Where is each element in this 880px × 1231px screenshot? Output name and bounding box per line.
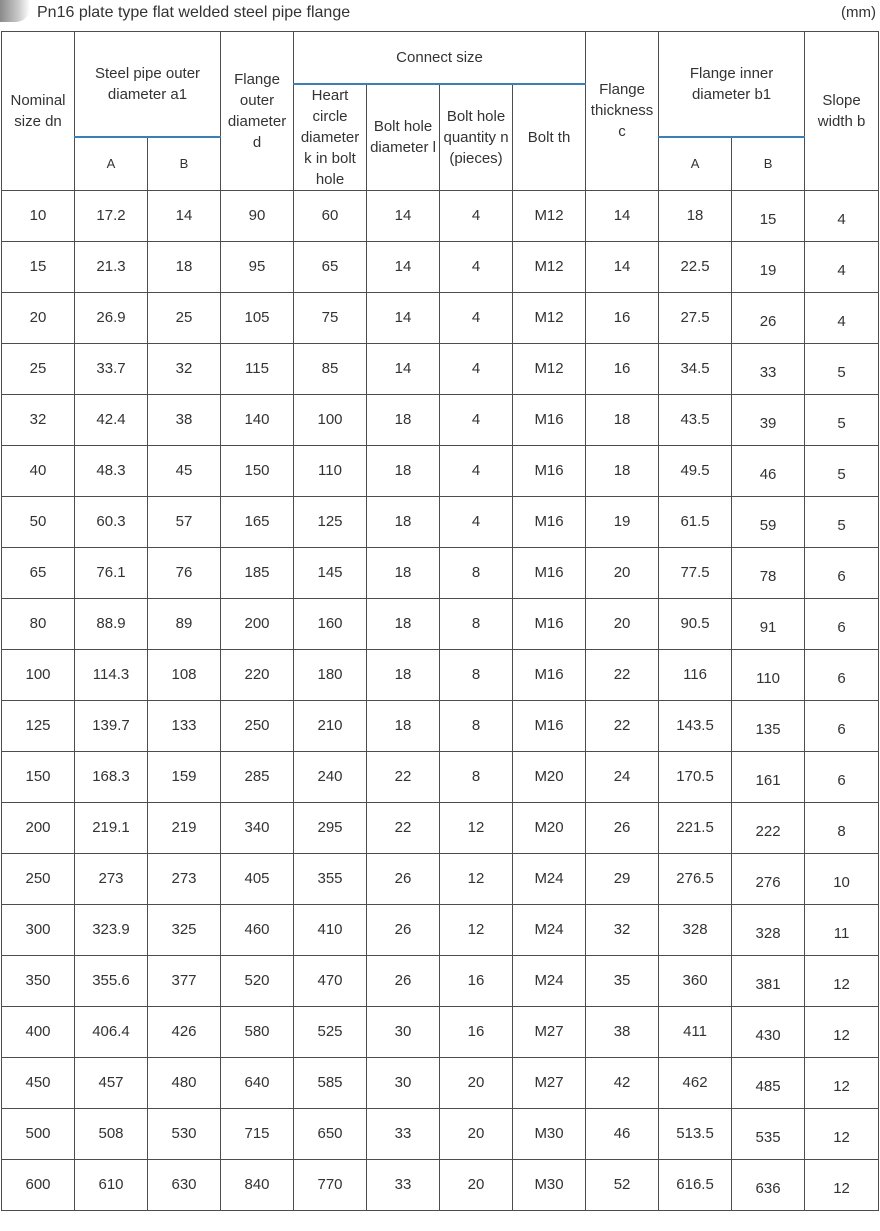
- cell-pipe-od-a: 139.7: [75, 700, 148, 751]
- cell-bolt-circle: 125: [294, 496, 367, 547]
- cell-flange-od: 715: [221, 1108, 294, 1159]
- table-row: [2, 1057, 879, 1108]
- cell-bolt-size: M16: [513, 547, 586, 598]
- cell-bolt-hole-dia: 18: [367, 496, 440, 547]
- cell-bolt-size: M24: [513, 904, 586, 955]
- cell-pipe-od-a: 273: [75, 853, 148, 904]
- title-bar: [0, 0, 880, 30]
- cell-thickness: 32: [586, 904, 659, 955]
- cell-nominal-size: 20: [2, 292, 75, 343]
- cell-pipe-od-a: 610: [75, 1159, 148, 1210]
- cell-inner-dia-b: 430: [732, 1006, 805, 1057]
- cell-inner-dia-a: 276.5: [659, 853, 732, 904]
- table-row: [2, 751, 879, 802]
- cell-inner-dia-b: 19: [732, 241, 805, 292]
- table-row: [2, 649, 879, 700]
- cell-bolt-hole-dia: 18: [367, 445, 440, 496]
- table-row: [2, 802, 879, 853]
- title-decoration: [0, 0, 30, 22]
- cell-flange-od: 115: [221, 343, 294, 394]
- cell-nominal-size: 65: [2, 547, 75, 598]
- header-pipe-series-b: B: [148, 137, 221, 190]
- cell-nominal-size: 300: [2, 904, 75, 955]
- cell-pipe-od-a: 42.4: [75, 394, 148, 445]
- cell-inner-dia-b: 636: [732, 1159, 805, 1210]
- cell-slope-width: 12: [805, 1006, 879, 1057]
- cell-bolt-count: 16: [440, 1006, 513, 1057]
- cell-inner-dia-b: 110: [732, 649, 805, 700]
- cell-pipe-od-b: 76: [148, 547, 221, 598]
- cell-flange-od: 460: [221, 904, 294, 955]
- cell-bolt-count: 16: [440, 955, 513, 1006]
- cell-slope-width: 8: [805, 802, 879, 853]
- cell-thickness: 35: [586, 955, 659, 1006]
- cell-inner-dia-a: 360: [659, 955, 732, 1006]
- unit-label: (mm): [841, 4, 876, 21]
- cell-bolt-count: 8: [440, 547, 513, 598]
- cell-pipe-od-a: 76.1: [75, 547, 148, 598]
- cell-flange-od: 185: [221, 547, 294, 598]
- cell-thickness: 20: [586, 547, 659, 598]
- cell-flange-od: 640: [221, 1057, 294, 1108]
- cell-nominal-size: 15: [2, 241, 75, 292]
- cell-thickness: 42: [586, 1057, 659, 1108]
- cell-bolt-count: 8: [440, 700, 513, 751]
- cell-bolt-circle: 160: [294, 598, 367, 649]
- table-row: [2, 853, 879, 904]
- cell-thickness: 18: [586, 394, 659, 445]
- cell-bolt-circle: 355: [294, 853, 367, 904]
- cell-thickness: 19: [586, 496, 659, 547]
- cell-bolt-size: M16: [513, 394, 586, 445]
- cell-flange-od: 580: [221, 1006, 294, 1057]
- cell-bolt-count: 20: [440, 1057, 513, 1108]
- cell-inner-dia-a: 116: [659, 649, 732, 700]
- cell-bolt-count: 12: [440, 802, 513, 853]
- cell-slope-width: 4: [805, 241, 879, 292]
- cell-nominal-size: 40: [2, 445, 75, 496]
- cell-bolt-hole-dia: 30: [367, 1006, 440, 1057]
- cell-inner-dia-a: 43.5: [659, 394, 732, 445]
- cell-bolt-count: 8: [440, 649, 513, 700]
- header-flange-thickness: Flange thickness c: [586, 32, 659, 191]
- cell-bolt-hole-dia: 14: [367, 343, 440, 394]
- header-bolt-hole-diameter: Bolt hole diameter l: [367, 84, 440, 191]
- cell-bolt-hole-dia: 33: [367, 1159, 440, 1210]
- cell-thickness: 24: [586, 751, 659, 802]
- cell-pipe-od-a: 323.9: [75, 904, 148, 955]
- cell-bolt-hole-dia: 30: [367, 1057, 440, 1108]
- header-inner-series-b: B: [732, 137, 805, 190]
- cell-inner-dia-a: 411: [659, 1006, 732, 1057]
- cell-pipe-od-b: 426: [148, 1006, 221, 1057]
- cell-inner-dia-a: 221.5: [659, 802, 732, 853]
- cell-bolt-size: M12: [513, 190, 586, 241]
- cell-thickness: 16: [586, 292, 659, 343]
- cell-bolt-circle: 180: [294, 649, 367, 700]
- cell-inner-dia-b: 46: [732, 445, 805, 496]
- cell-pipe-od-b: 480: [148, 1057, 221, 1108]
- cell-slope-width: 6: [805, 751, 879, 802]
- cell-thickness: 18: [586, 445, 659, 496]
- cell-bolt-count: 12: [440, 853, 513, 904]
- cell-bolt-size: M16: [513, 598, 586, 649]
- cell-pipe-od-a: 48.3: [75, 445, 148, 496]
- cell-bolt-hole-dia: 14: [367, 190, 440, 241]
- cell-flange-od: 150: [221, 445, 294, 496]
- cell-bolt-hole-dia: 22: [367, 802, 440, 853]
- cell-bolt-size: M30: [513, 1108, 586, 1159]
- cell-pipe-od-a: 26.9: [75, 292, 148, 343]
- table-row: [2, 343, 879, 394]
- cell-pipe-od-b: 630: [148, 1159, 221, 1210]
- cell-pipe-od-a: 21.3: [75, 241, 148, 292]
- cell-flange-od: 140: [221, 394, 294, 445]
- cell-slope-width: 6: [805, 598, 879, 649]
- cell-bolt-count: 4: [440, 445, 513, 496]
- cell-slope-width: 6: [805, 649, 879, 700]
- cell-pipe-od-b: 45: [148, 445, 221, 496]
- table-row: [2, 241, 879, 292]
- cell-bolt-size: M24: [513, 853, 586, 904]
- cell-bolt-size: M12: [513, 241, 586, 292]
- cell-flange-od: 340: [221, 802, 294, 853]
- cell-inner-dia-a: 77.5: [659, 547, 732, 598]
- cell-inner-dia-a: 34.5: [659, 343, 732, 394]
- cell-nominal-size: 350: [2, 955, 75, 1006]
- cell-inner-dia-a: 27.5: [659, 292, 732, 343]
- cell-nominal-size: 50: [2, 496, 75, 547]
- cell-pipe-od-a: 457: [75, 1057, 148, 1108]
- cell-slope-width: 11: [805, 904, 879, 955]
- cell-bolt-size: M30: [513, 1159, 586, 1210]
- cell-nominal-size: 200: [2, 802, 75, 853]
- cell-slope-width: 6: [805, 547, 879, 598]
- cell-bolt-circle: 145: [294, 547, 367, 598]
- cell-thickness: 14: [586, 190, 659, 241]
- table-body: [2, 190, 879, 1210]
- cell-thickness: 22: [586, 700, 659, 751]
- cell-bolt-size: M16: [513, 496, 586, 547]
- page-title: Pn16 plate type flat welded steel pipe flange: [37, 4, 351, 21]
- cell-bolt-circle: 75: [294, 292, 367, 343]
- cell-pipe-od-b: 14: [148, 190, 221, 241]
- cell-pipe-od-b: 377: [148, 955, 221, 1006]
- cell-pipe-od-b: 25: [148, 292, 221, 343]
- cell-inner-dia-b: 222: [732, 802, 805, 853]
- cell-bolt-size: M27: [513, 1057, 586, 1108]
- cell-bolt-hole-dia: 26: [367, 853, 440, 904]
- cell-inner-dia-a: 328: [659, 904, 732, 955]
- cell-inner-dia-b: 485: [732, 1057, 805, 1108]
- cell-slope-width: 5: [805, 445, 879, 496]
- cell-bolt-count: 20: [440, 1159, 513, 1210]
- cell-flange-od: 840: [221, 1159, 294, 1210]
- table-row: [2, 547, 879, 598]
- cell-bolt-hole-dia: 18: [367, 547, 440, 598]
- table-row: [2, 955, 879, 1006]
- cell-pipe-od-a: 114.3: [75, 649, 148, 700]
- cell-inner-dia-b: 328: [732, 904, 805, 955]
- table-row: [2, 598, 879, 649]
- cell-inner-dia-b: 78: [732, 547, 805, 598]
- cell-slope-width: 5: [805, 496, 879, 547]
- cell-bolt-hole-dia: 18: [367, 598, 440, 649]
- cell-pipe-od-a: 508: [75, 1108, 148, 1159]
- cell-slope-width: 5: [805, 343, 879, 394]
- cell-bolt-circle: 100: [294, 394, 367, 445]
- cell-bolt-size: M16: [513, 649, 586, 700]
- cell-bolt-size: M24: [513, 955, 586, 1006]
- cell-bolt-circle: 585: [294, 1057, 367, 1108]
- header-steel-pipe-outer-diameter: Steel pipe outer diameter a1: [75, 32, 221, 137]
- cell-flange-od: 520: [221, 955, 294, 1006]
- cell-bolt-circle: 240: [294, 751, 367, 802]
- cell-inner-dia-b: 135: [732, 700, 805, 751]
- cell-bolt-circle: 410: [294, 904, 367, 955]
- cell-bolt-hole-dia: 33: [367, 1108, 440, 1159]
- cell-flange-od: 90: [221, 190, 294, 241]
- cell-bolt-hole-dia: 14: [367, 292, 440, 343]
- cell-inner-dia-b: 39: [732, 394, 805, 445]
- cell-inner-dia-b: 59: [732, 496, 805, 547]
- cell-nominal-size: 450: [2, 1057, 75, 1108]
- cell-inner-dia-b: 276: [732, 853, 805, 904]
- cell-flange-od: 95: [221, 241, 294, 292]
- table-header: [2, 32, 879, 191]
- cell-bolt-hole-dia: 26: [367, 904, 440, 955]
- table-row: [2, 445, 879, 496]
- flange-spec-table: [1, 31, 879, 1211]
- cell-bolt-circle: 210: [294, 700, 367, 751]
- cell-inner-dia-a: 170.5: [659, 751, 732, 802]
- cell-bolt-count: 12: [440, 904, 513, 955]
- header-connect-size: Connect size: [294, 32, 586, 84]
- cell-pipe-od-a: 60.3: [75, 496, 148, 547]
- cell-pipe-od-b: 133: [148, 700, 221, 751]
- cell-nominal-size: 250: [2, 853, 75, 904]
- cell-bolt-size: M16: [513, 445, 586, 496]
- cell-nominal-size: 600: [2, 1159, 75, 1210]
- cell-flange-od: 200: [221, 598, 294, 649]
- cell-bolt-count: 4: [440, 190, 513, 241]
- table-row: [2, 904, 879, 955]
- cell-pipe-od-b: 159: [148, 751, 221, 802]
- cell-pipe-od-b: 32: [148, 343, 221, 394]
- cell-inner-dia-a: 462: [659, 1057, 732, 1108]
- cell-nominal-size: 32: [2, 394, 75, 445]
- cell-bolt-hole-dia: 14: [367, 241, 440, 292]
- cell-nominal-size: 400: [2, 1006, 75, 1057]
- header-slope-width: Slope width b: [805, 32, 879, 191]
- cell-bolt-hole-dia: 18: [367, 394, 440, 445]
- cell-inner-dia-b: 161: [732, 751, 805, 802]
- cell-pipe-od-b: 108: [148, 649, 221, 700]
- cell-pipe-od-a: 406.4: [75, 1006, 148, 1057]
- cell-bolt-count: 4: [440, 394, 513, 445]
- header-heart-circle-diameter: Heart circle diameter k in bolt hole: [294, 84, 367, 191]
- cell-slope-width: 12: [805, 1108, 879, 1159]
- cell-bolt-count: 8: [440, 751, 513, 802]
- cell-inner-dia-b: 33: [732, 343, 805, 394]
- cell-slope-width: 4: [805, 190, 879, 241]
- cell-nominal-size: 80: [2, 598, 75, 649]
- cell-slope-width: 5: [805, 394, 879, 445]
- cell-bolt-hole-dia: 26: [367, 955, 440, 1006]
- header-bolt-hole-quantity: Bolt hole quantity n (pieces): [440, 84, 513, 191]
- cell-pipe-od-b: 38: [148, 394, 221, 445]
- cell-inner-dia-b: 381: [732, 955, 805, 1006]
- cell-pipe-od-a: 33.7: [75, 343, 148, 394]
- cell-thickness: 16: [586, 343, 659, 394]
- cell-flange-od: 285: [221, 751, 294, 802]
- cell-bolt-size: M16: [513, 700, 586, 751]
- cell-bolt-hole-dia: 18: [367, 649, 440, 700]
- header-flange-inner-diameter: Flange inner diameter b1: [659, 32, 805, 137]
- cell-inner-dia-b: 91: [732, 598, 805, 649]
- cell-thickness: 38: [586, 1006, 659, 1057]
- cell-pipe-od-b: 219: [148, 802, 221, 853]
- header-pipe-series-a: A: [75, 137, 148, 190]
- cell-flange-od: 165: [221, 496, 294, 547]
- cell-bolt-count: 20: [440, 1108, 513, 1159]
- cell-pipe-od-a: 17.2: [75, 190, 148, 241]
- header-nominal-size: Nominal size dn: [2, 32, 75, 191]
- cell-slope-width: 6: [805, 700, 879, 751]
- cell-inner-dia-a: 18: [659, 190, 732, 241]
- cell-inner-dia-b: 26: [732, 292, 805, 343]
- table-row: [2, 292, 879, 343]
- cell-inner-dia-a: 143.5: [659, 700, 732, 751]
- table-row: [2, 496, 879, 547]
- cell-pipe-od-a: 168.3: [75, 751, 148, 802]
- cell-pipe-od-b: 325: [148, 904, 221, 955]
- cell-bolt-size: M27: [513, 1006, 586, 1057]
- header-inner-series-a: A: [659, 137, 732, 190]
- cell-bolt-count: 4: [440, 292, 513, 343]
- cell-inner-dia-a: 616.5: [659, 1159, 732, 1210]
- cell-inner-dia-a: 513.5: [659, 1108, 732, 1159]
- cell-bolt-circle: 525: [294, 1006, 367, 1057]
- cell-nominal-size: 25: [2, 343, 75, 394]
- cell-bolt-size: M12: [513, 292, 586, 343]
- cell-bolt-count: 4: [440, 241, 513, 292]
- cell-bolt-count: 4: [440, 496, 513, 547]
- header-flange-outer-diameter: Flange outer diameter d: [221, 32, 294, 191]
- cell-pipe-od-b: 530: [148, 1108, 221, 1159]
- cell-pipe-od-b: 18: [148, 241, 221, 292]
- cell-pipe-od-a: 355.6: [75, 955, 148, 1006]
- cell-thickness: 29: [586, 853, 659, 904]
- table-row: [2, 1159, 879, 1210]
- cell-thickness: 46: [586, 1108, 659, 1159]
- cell-nominal-size: 500: [2, 1108, 75, 1159]
- cell-bolt-size: M12: [513, 343, 586, 394]
- table-row: [2, 1006, 879, 1057]
- cell-nominal-size: 125: [2, 700, 75, 751]
- cell-pipe-od-a: 219.1: [75, 802, 148, 853]
- cell-thickness: 14: [586, 241, 659, 292]
- cell-pipe-od-b: 273: [148, 853, 221, 904]
- cell-thickness: 22: [586, 649, 659, 700]
- cell-pipe-od-a: 88.9: [75, 598, 148, 649]
- cell-flange-od: 405: [221, 853, 294, 904]
- cell-bolt-circle: 295: [294, 802, 367, 853]
- cell-bolt-circle: 60: [294, 190, 367, 241]
- cell-flange-od: 220: [221, 649, 294, 700]
- table-row: [2, 700, 879, 751]
- cell-inner-dia-b: 535: [732, 1108, 805, 1159]
- cell-bolt-hole-dia: 22: [367, 751, 440, 802]
- cell-inner-dia-a: 61.5: [659, 496, 732, 547]
- cell-slope-width: 12: [805, 1057, 879, 1108]
- cell-thickness: 26: [586, 802, 659, 853]
- cell-bolt-circle: 110: [294, 445, 367, 496]
- table-row: [2, 1108, 879, 1159]
- cell-bolt-circle: 770: [294, 1159, 367, 1210]
- cell-thickness: 52: [586, 1159, 659, 1210]
- cell-bolt-size: M20: [513, 802, 586, 853]
- table-row: [2, 190, 879, 241]
- cell-bolt-circle: 65: [294, 241, 367, 292]
- cell-inner-dia-a: 22.5: [659, 241, 732, 292]
- cell-nominal-size: 150: [2, 751, 75, 802]
- cell-slope-width: 10: [805, 853, 879, 904]
- cell-inner-dia-a: 49.5: [659, 445, 732, 496]
- cell-slope-width: 12: [805, 955, 879, 1006]
- cell-flange-od: 105: [221, 292, 294, 343]
- cell-thickness: 20: [586, 598, 659, 649]
- cell-bolt-circle: 650: [294, 1108, 367, 1159]
- cell-inner-dia-b: 15: [732, 190, 805, 241]
- cell-slope-width: 4: [805, 292, 879, 343]
- cell-bolt-count: 4: [440, 343, 513, 394]
- cell-bolt-circle: 470: [294, 955, 367, 1006]
- table-row: [2, 394, 879, 445]
- cell-pipe-od-b: 57: [148, 496, 221, 547]
- cell-nominal-size: 10: [2, 190, 75, 241]
- cell-bolt-size: M20: [513, 751, 586, 802]
- cell-nominal-size: 100: [2, 649, 75, 700]
- cell-bolt-circle: 85: [294, 343, 367, 394]
- cell-slope-width: 12: [805, 1159, 879, 1210]
- cell-bolt-count: 8: [440, 598, 513, 649]
- cell-pipe-od-b: 89: [148, 598, 221, 649]
- cell-flange-od: 250: [221, 700, 294, 751]
- cell-bolt-hole-dia: 18: [367, 700, 440, 751]
- cell-inner-dia-a: 90.5: [659, 598, 732, 649]
- header-bolt-thread: Bolt th: [513, 84, 586, 191]
